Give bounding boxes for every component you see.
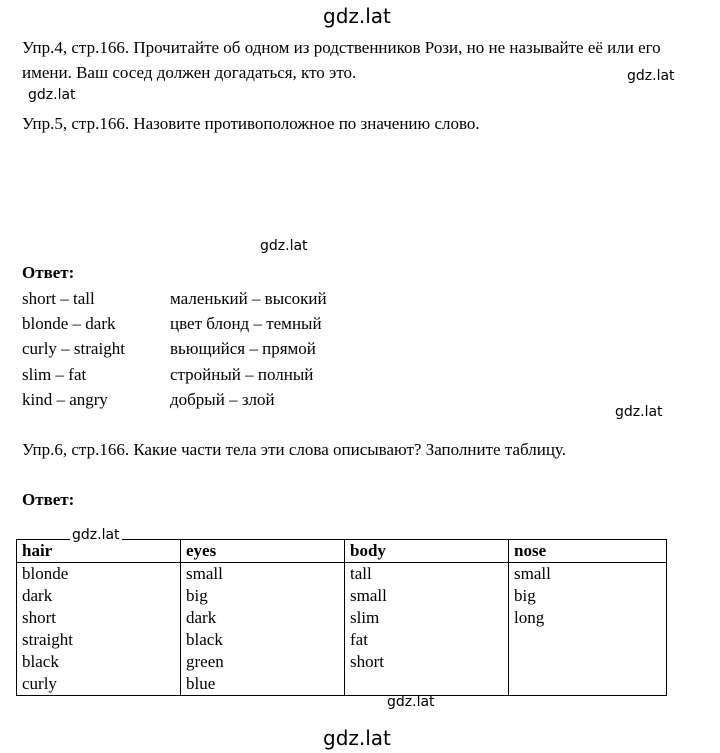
answer-label: Ответ: (22, 490, 75, 509)
pair-russian: цвет блонд – темный (170, 314, 322, 334)
table-cell: dark (17, 585, 181, 607)
table-cell: fat (345, 629, 509, 651)
table-cell (509, 651, 667, 673)
table-cell: long (509, 607, 667, 629)
body-parts-table (16, 539, 667, 696)
table-cell: blonde (17, 563, 181, 586)
table-cell: small (509, 563, 667, 586)
watermark-top: gdz.lat (323, 4, 391, 28)
table-cell (509, 673, 667, 696)
pair-row (22, 311, 327, 336)
pair-english: kind – angry (22, 389, 108, 409)
pair-russian: маленький – высокий (170, 289, 327, 308)
pair-english: blonde – dark (22, 314, 116, 334)
header-eyes: eyes (181, 540, 345, 563)
table-row (17, 607, 667, 629)
exercise-5-text: Упр.5, стр.166. Назовите противоположное по значению слово. (22, 114, 480, 133)
watermark: gdz.lat (387, 694, 435, 710)
header-body: body (345, 540, 509, 563)
table-cell: short (17, 607, 181, 629)
table-cell: big (181, 585, 345, 607)
table-cell (345, 673, 509, 696)
table-cell: small (345, 585, 509, 607)
pair-row (22, 336, 327, 361)
table-row (17, 585, 667, 607)
watermark: gdz.lat (260, 238, 308, 254)
pair-row (22, 362, 327, 387)
table-cell: black (17, 651, 181, 673)
watermark: gdz.lat (72, 527, 120, 543)
watermark: gdz.lat (627, 68, 675, 84)
watermark: gdz.lat (28, 87, 76, 103)
watermark: gdz.lat (615, 404, 663, 420)
table-row (17, 651, 667, 673)
pair-russian: вьющийся – прямой (170, 339, 316, 359)
table-row (17, 629, 667, 651)
table-cell: slim (345, 607, 509, 629)
table-cell: big (509, 585, 667, 607)
table-cell: tall (345, 563, 509, 586)
opposite-pairs-list (22, 286, 327, 412)
answer-label: Ответ: (22, 263, 75, 282)
table-cell: black (181, 629, 345, 651)
header-nose: nose (509, 540, 667, 563)
pair-english: curly – straight (22, 339, 125, 359)
pair-row (22, 387, 327, 412)
table-cell: curly (17, 673, 181, 696)
table-cell: green (181, 651, 345, 673)
table-cell: straight (17, 629, 181, 651)
watermark-bottom: gdz.lat (323, 726, 391, 750)
table-cell: short (345, 651, 509, 673)
table-row (17, 563, 667, 586)
pair-russian: стройный – полный (170, 364, 314, 384)
pair-russian: добрый – злой (170, 389, 275, 409)
table-row (17, 673, 667, 696)
table-cell: small (181, 563, 345, 586)
table-cell (509, 629, 667, 651)
header-hair: hair (17, 540, 181, 563)
table-cell: dark (181, 607, 345, 629)
exercise-4-text: Упр.4, стр.166. Прочитайте об одном из родственников Рози, но не называйте её или его имени. Ваш сосед должен догадаться, кто это. (22, 38, 661, 82)
exercise-6-text: Упр.6, стр.166. Какие части тела эти слова описывают? Заполните таблицу. (22, 440, 566, 459)
pair-english: slim – fat (22, 364, 87, 384)
pair-english: short – tall (22, 289, 95, 308)
table-cell: blue (181, 673, 345, 696)
pair-row (22, 286, 327, 311)
